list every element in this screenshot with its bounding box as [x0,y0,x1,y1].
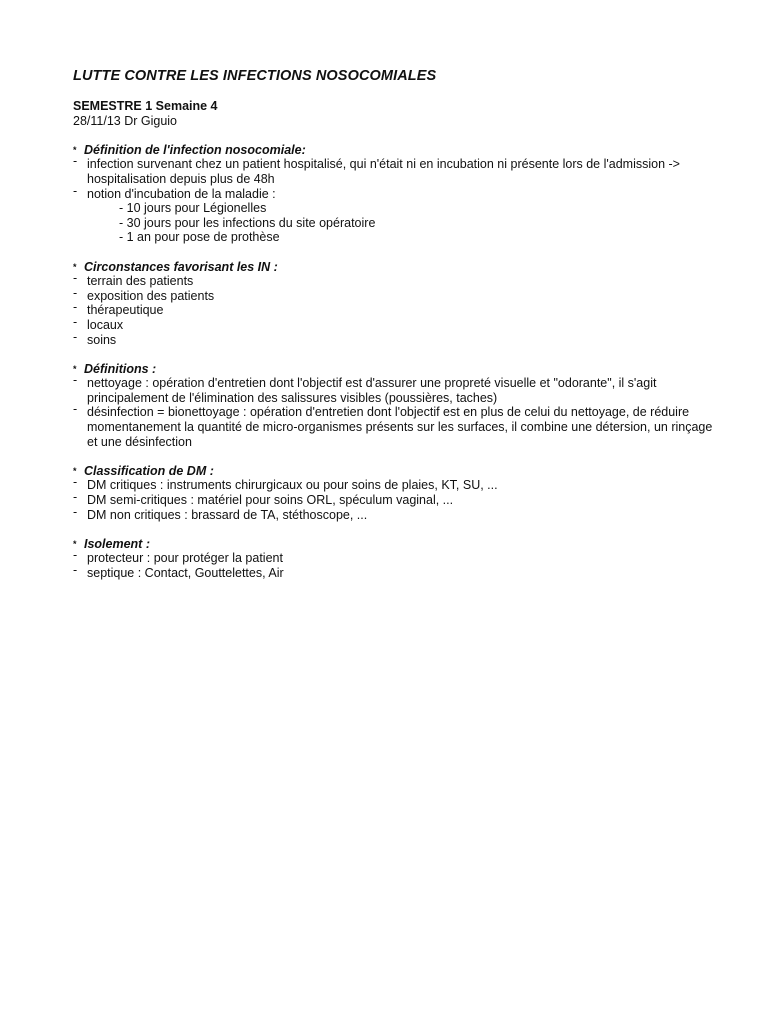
item-list [73,548,713,580]
list-item [73,300,713,318]
section-heading-text: Définitions : [84,361,157,376]
item-list [73,373,713,449]
list-item [73,548,713,566]
sub-list-item: - 10 jours pour Légionelles [119,201,267,216]
dash-marker: - [73,373,78,388]
list-item-text: thérapeutique [87,303,164,318]
section-heading-text: Classification de DM : [84,463,214,478]
sub-list-item: - 1 an pour pose de prothèse [119,230,280,245]
list-item [73,490,713,508]
section-classification-dm [73,464,713,522]
section-heading-text: Définition de l'infection nosocomiale: [84,142,306,157]
semester-label: SEMESTRE 1 Semaine 4 [73,99,218,113]
section-heading [73,260,713,275]
dash-marker: - [73,504,78,519]
bullet-star-icon: * [73,261,77,272]
list-item-text: notion d'incubation de la maladie : [87,186,276,201]
section-circonstances [73,260,713,348]
dash-marker: - [73,271,78,286]
list-item [73,154,713,186]
list-item [73,373,713,405]
list-item-text: exposition des patients [87,288,215,303]
list-item-text: DM non critiques : brassard de TA, stéthoscope, ... [87,507,368,522]
date-author: 28/11/13 Dr Giguio [73,113,177,128]
list-item [73,563,713,581]
bullet-star-icon: * [73,465,77,476]
section-definitions [73,362,713,450]
list-item-text: soins [87,332,117,347]
document-title: LUTTE CONTRE LES INFECTIONS NOSOCOMIALES [73,68,437,84]
section-heading-text: Circonstances favorisant les IN : [84,259,278,274]
list-item [73,285,713,304]
dash-marker: - [73,475,78,490]
dash-marker: - [73,300,78,315]
list-item [73,314,713,333]
item-list [73,154,713,245]
sub-list [87,201,713,245]
dash-marker: - [73,183,78,198]
list-item-text: locaux [87,317,124,332]
section-heading [73,143,713,158]
dash-marker: - [73,563,78,577]
dash-marker: - [73,154,78,169]
list-item [73,402,713,449]
list-item-text: septique : Contact, Gouttelettes, Air [87,566,284,580]
list-item [73,329,713,348]
section-heading-text: Isolement : [84,536,150,551]
item-list [73,271,713,347]
list-item-text: terrain des patients [87,274,194,289]
bullet-star-icon: * [73,363,77,374]
list-item-text: protecteur : pour protéger la patient [87,551,283,566]
list-item [73,504,713,523]
sub-list-item: - 30 jours pour les infections du site opératoire [119,215,376,230]
dash-marker: - [73,285,78,300]
section-isolement [73,537,713,581]
list-item [73,271,713,289]
list-item-text: nettoyage : opération d'entretien dont l'objectif est d'assurer une propreté visuelle et "odorante", il s'agit principalement de l'élimination des salissures visibles (poussières, taches) [87,376,657,405]
list-item-text: désinfection = bionettoyage : opération d'entretien dont l'objectif est en plus de celui du nettoyage, de réduire momentanement la quantité de micro-organismes présents sur les surfaces, il combine une détersion, un rinçage et une désinfection [87,405,713,449]
dash-marker: - [73,402,78,417]
list-item [73,183,713,245]
section-definition-infection [73,143,713,245]
item-list [73,475,713,522]
section-heading [73,464,713,479]
list-item-text: DM semi-critiques : matériel pour soins ORL, spéculum vaginal, ... [87,493,454,508]
bullet-star-icon: * [73,144,77,155]
dash-marker: - [73,490,78,505]
list-item-text: infection survenant chez un patient hospitalisé, qui n'était ni en incubation ni présente lors de l'admission -> hospitalisation depuis plus de 48h [87,157,680,186]
bullet-star-icon: * [73,538,77,549]
list-item-text: DM critiques : instruments chirurgicaux ou pour soins de plaies, KT, SU, ... [87,478,498,493]
dash-marker: - [73,329,78,344]
section-heading [73,362,713,377]
dash-marker: - [73,548,78,563]
list-item [73,475,713,493]
dash-marker: - [73,314,78,329]
section-heading [73,537,713,552]
document-page [73,67,713,581]
